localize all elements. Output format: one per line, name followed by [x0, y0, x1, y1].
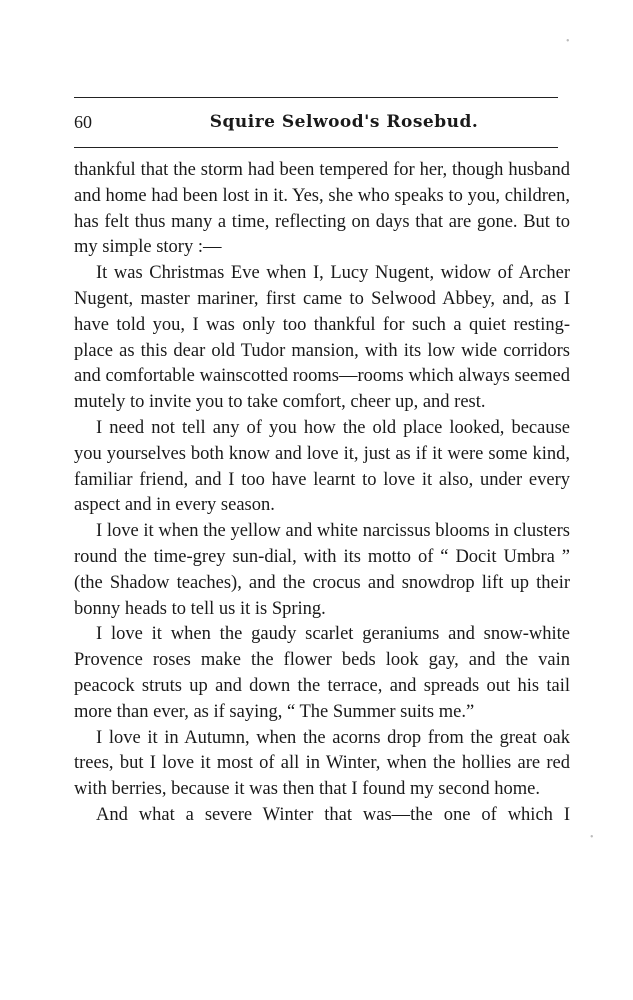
- paragraph: I love it when the gaudy scarlet geraniums and snow-white Provence roses make the flower beds look gay, and the vain peacock struts up and down the terrace, and spreads out his tail more than ever, as if saying, “ The Summer suits me.”: [74, 624, 570, 722]
- paragraph: It was Christmas Eve when I, Lucy Nugent, widow of Archer Nugent, master mariner, first came to Selwood Abbey, and, as I have told you, I was only too thankful for such a quiet resting-place as this dear old Tudor mansion, with its low wide corridors and comfortable wainscotted rooms—rooms which always seemed mutely to invite you to take comfort, cheer up, and rest.: [74, 263, 570, 413]
- running-title: Squire Selwood's Rosebud.: [209, 112, 479, 132]
- paragraph: I love it in Autumn, when the acorns drop from the great oak trees, but I love it most of all in Winter, when the hollies are red with berries, because it was then that I found my second home.: [74, 727, 570, 800]
- paragraph: I need not tell any of you how the old place looked, because you yourselves both know and love it, just as if it were some kind, familiar friend, and I too have learnt to love it also, under every aspect and in every season.: [74, 417, 570, 516]
- paper-speck-icon: •: [590, 832, 594, 843]
- paragraph: I love it when the yellow and white narcissus blooms in clusters round the time-grey sun-dial, with its motto of “ Docit Umbra ” (the Shadow teaches), and the crocus and snowdrop lift up their bonny heads to tell us it is Spring.: [74, 521, 570, 619]
- header-rule-bottom: [74, 147, 558, 148]
- running-header: [74, 108, 558, 136]
- paragraph-continued: thankful that the storm had been tempered for her, though husband and home had been lost in it. Yes, she who speaks to you, children, has felt thus many a time, reflecting on days that are gone. But to my simple story :—: [74, 160, 570, 258]
- paragraph-continues: And what a severe Winter that was—the one of which I: [96, 804, 570, 825]
- page-number: 60: [74, 112, 92, 132]
- body-text: [74, 158, 570, 829]
- paper-speck-icon: •: [566, 36, 570, 47]
- header-rule-top: [74, 97, 558, 98]
